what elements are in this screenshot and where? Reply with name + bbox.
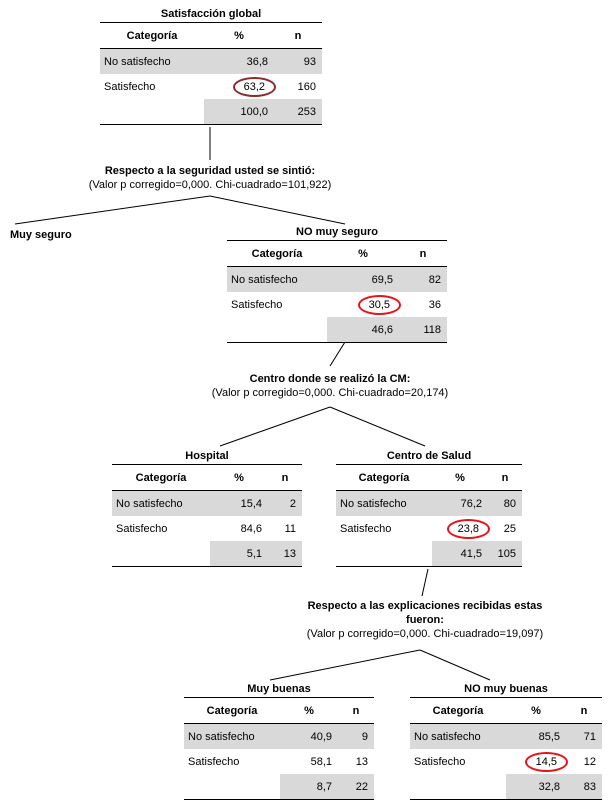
row-n: 71 bbox=[566, 724, 602, 750]
table-row bbox=[100, 74, 322, 99]
table-total-row bbox=[336, 541, 522, 567]
node-no-muy-buenas bbox=[410, 681, 602, 800]
split-stats: (Valor p corregido=0,000. Chi-cuadrado=19,097) bbox=[306, 628, 544, 640]
header-categoria: Categoría bbox=[126, 29, 178, 42]
row-category: Satisfecho bbox=[116, 522, 168, 535]
table-row bbox=[227, 292, 447, 317]
node-table bbox=[184, 697, 374, 800]
total-pct: 41,5 bbox=[432, 541, 488, 567]
row-n: 11 bbox=[284, 522, 296, 535]
table-row bbox=[410, 749, 602, 774]
node-title: Hospital bbox=[185, 450, 229, 462]
header-n: n bbox=[501, 471, 509, 484]
table-total-row bbox=[100, 99, 322, 125]
total-pct: 32,8 bbox=[506, 774, 566, 800]
split-explicaciones bbox=[280, 599, 570, 641]
row-n: 13 bbox=[355, 755, 368, 768]
split-question-cont: fueron: bbox=[406, 614, 444, 626]
row-category: Satisfecho bbox=[188, 755, 240, 768]
row-pct: 15,4 bbox=[210, 491, 268, 517]
node-satisfaccion-global bbox=[100, 6, 322, 125]
table-header-row bbox=[184, 698, 374, 724]
header-categoria: Categoría bbox=[432, 704, 484, 717]
node-table bbox=[410, 697, 602, 800]
node-title: NO muy seguro bbox=[296, 226, 378, 238]
header-n: n bbox=[352, 704, 360, 717]
row-pct: 36,8 bbox=[204, 49, 274, 75]
node-table bbox=[227, 240, 447, 343]
table-row bbox=[227, 267, 447, 293]
split-question: Respecto a la seguridad usted se sintió: bbox=[104, 165, 316, 177]
node-title: Satisfacción global bbox=[160, 8, 262, 20]
row-category: No satisfecho bbox=[227, 267, 327, 293]
table-total-row bbox=[184, 774, 374, 800]
highlight-circle: 23,8 bbox=[447, 519, 490, 539]
row-n: 160 bbox=[297, 80, 316, 93]
header-pct: % bbox=[455, 471, 465, 484]
leaf-muy-seguro: Muy seguro bbox=[10, 229, 72, 241]
header-n: n bbox=[419, 247, 427, 260]
header-pct: % bbox=[304, 704, 314, 717]
table-row bbox=[184, 724, 374, 750]
row-n: 82 bbox=[399, 267, 447, 293]
row-pct: 76,2 bbox=[432, 491, 488, 517]
row-pct: 85,5 bbox=[506, 724, 566, 750]
row-category: No satisfecho bbox=[410, 724, 506, 750]
row-n: 36 bbox=[428, 298, 441, 311]
node-hospital bbox=[112, 448, 302, 567]
header-pct: % bbox=[531, 704, 541, 717]
row-n: 2 bbox=[268, 491, 302, 517]
split-stats: (Valor p corregido=0,000. Chi-cuadrado=101,922) bbox=[88, 179, 332, 191]
table-row bbox=[112, 516, 302, 541]
table-header-row bbox=[100, 23, 322, 49]
node-muy-buenas bbox=[184, 681, 374, 800]
split-centro bbox=[190, 372, 470, 400]
split-question: Respecto a las explicaciones recibidas estas bbox=[307, 600, 543, 612]
split-question: Centro donde se realizó la CM: bbox=[249, 373, 411, 385]
table-row bbox=[336, 491, 522, 517]
highlight-circle: 63,2 bbox=[233, 77, 276, 97]
row-n: 25 bbox=[503, 522, 516, 535]
node-title: Centro de Salud bbox=[386, 450, 472, 462]
total-n: 13 bbox=[268, 541, 302, 567]
table-header-row bbox=[410, 698, 602, 724]
row-pct: 58,1 bbox=[310, 755, 332, 768]
node-title: Muy buenas bbox=[247, 683, 311, 695]
table-row bbox=[184, 749, 374, 774]
row-category: Satisfecho bbox=[340, 522, 392, 535]
row-category: No satisfecho bbox=[112, 491, 210, 517]
split-seguridad bbox=[60, 164, 360, 192]
total-pct: 5,1 bbox=[210, 541, 268, 567]
row-category: No satisfecho bbox=[100, 49, 204, 75]
header-categoria: Categoría bbox=[251, 247, 303, 260]
row-pct: 69,5 bbox=[327, 267, 399, 293]
row-category: Satisfecho bbox=[414, 755, 466, 768]
table-header-row bbox=[227, 241, 447, 267]
row-n: 12 bbox=[583, 755, 596, 768]
total-n: 105 bbox=[488, 541, 522, 567]
row-category: No satisfecho bbox=[336, 491, 432, 517]
table-row bbox=[336, 516, 522, 541]
table-total-row bbox=[227, 317, 447, 343]
table-row bbox=[100, 49, 322, 75]
header-n: n bbox=[580, 704, 588, 717]
row-pct: 84,6 bbox=[240, 522, 262, 535]
header-pct: % bbox=[234, 29, 244, 42]
total-n: 253 bbox=[274, 99, 322, 125]
header-categoria: Categoría bbox=[358, 471, 410, 484]
split-stats: (Valor p corregido=0,000. Chi-cuadrado=20,174) bbox=[211, 387, 449, 399]
row-category: Satisfecho bbox=[231, 298, 283, 311]
header-pct: % bbox=[358, 247, 368, 260]
row-n: 93 bbox=[274, 49, 322, 75]
table-header-row bbox=[336, 465, 522, 491]
row-category: No satisfecho bbox=[184, 724, 280, 750]
table-row bbox=[410, 724, 602, 750]
header-n: n bbox=[281, 471, 289, 484]
highlight-circle: 30,5 bbox=[358, 295, 401, 315]
row-category: Satisfecho bbox=[104, 80, 156, 93]
node-table bbox=[336, 464, 522, 567]
node-centro-de-salud bbox=[336, 448, 522, 567]
table-total-row bbox=[410, 774, 602, 800]
total-n: 118 bbox=[399, 317, 447, 343]
node-title: NO muy buenas bbox=[464, 683, 548, 695]
row-n: 80 bbox=[488, 491, 522, 517]
row-pct: 40,9 bbox=[280, 724, 338, 750]
node-no-muy-seguro bbox=[227, 224, 447, 343]
highlight-circle: 14,5 bbox=[525, 752, 568, 772]
total-pct: 46,6 bbox=[327, 317, 399, 343]
total-pct: 100,0 bbox=[204, 99, 274, 125]
header-pct: % bbox=[234, 471, 244, 484]
table-row bbox=[112, 491, 302, 517]
total-n: 83 bbox=[566, 774, 602, 800]
total-pct: 8,7 bbox=[280, 774, 338, 800]
table-total-row bbox=[112, 541, 302, 567]
header-n: n bbox=[294, 29, 302, 42]
header-categoria: Categoría bbox=[135, 471, 187, 484]
header-categoria: Categoría bbox=[206, 704, 258, 717]
table-header-row bbox=[112, 465, 302, 491]
row-n: 9 bbox=[338, 724, 374, 750]
node-table bbox=[100, 22, 322, 125]
node-table bbox=[112, 464, 302, 567]
total-n: 22 bbox=[338, 774, 374, 800]
